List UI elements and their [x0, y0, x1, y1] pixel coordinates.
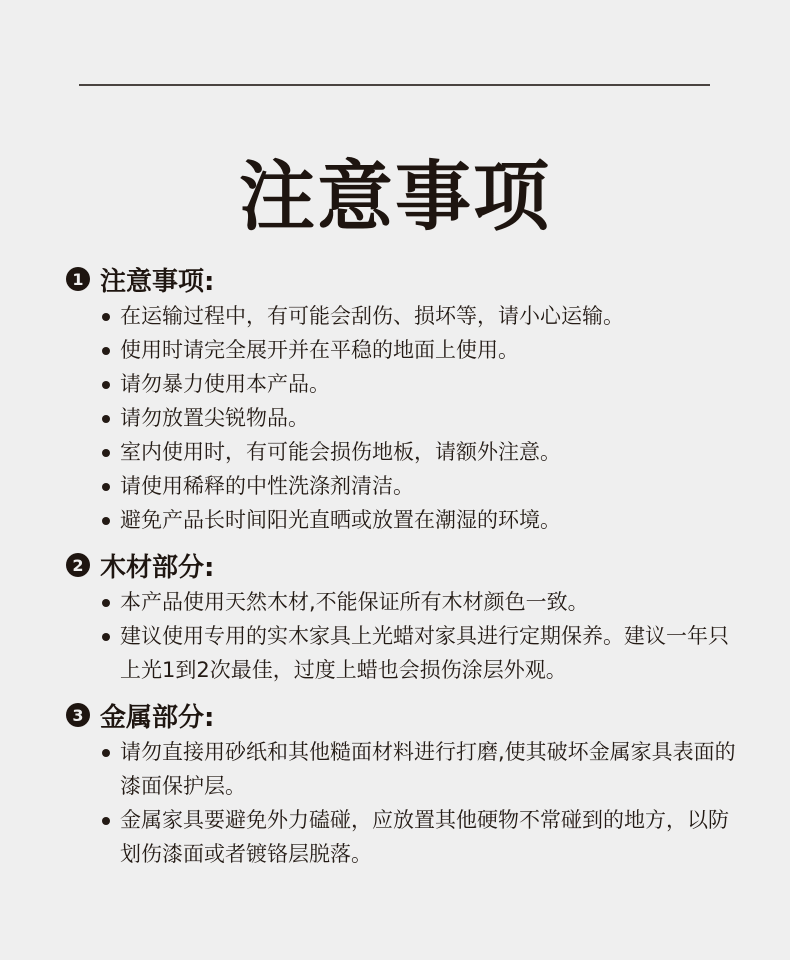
section-number-badge: 3: [66, 703, 90, 727]
bullet-icon: [102, 633, 110, 641]
list-item: [100, 803, 746, 871]
page-title: 注意事项: [239, 152, 551, 241]
section-item-list: [66, 735, 746, 871]
item-text: 本产品使用天然木材,不能保证所有木材颜色一致。: [120, 590, 589, 614]
bullet-icon: [102, 483, 110, 491]
list-item: [100, 299, 746, 333]
section-heading: [66, 695, 746, 735]
list-item: [100, 367, 746, 401]
section-heading: [66, 545, 746, 585]
section-metal: [66, 695, 746, 871]
bullet-icon: [102, 313, 110, 321]
section-number-badge: 2: [66, 553, 90, 577]
bullet-icon: [102, 381, 110, 389]
list-item: [100, 469, 746, 503]
bullet-icon: [102, 415, 110, 423]
item-text: 室内使用时，有可能会损伤地板，请额外注意。: [120, 440, 561, 464]
item-text: 请勿暴力使用本产品。: [120, 372, 330, 396]
section-wood: [66, 545, 746, 687]
bullet-icon: [102, 449, 110, 457]
section-precautions: [66, 259, 746, 537]
item-text: 在运输过程中，有可能会刮伤、损坏等，请小心运输。: [120, 304, 624, 328]
top-divider: [79, 84, 710, 86]
bullet-icon: [102, 749, 110, 757]
section-number-badge: 1: [66, 267, 90, 291]
section-heading-text: 金属部分:: [100, 702, 215, 733]
item-text: 金属家具要避免外力磕碰，应放置其他硬物不常碰到的地方，以防划伤漆面或者镀铬层脱落。: [120, 808, 729, 866]
list-item: [100, 585, 746, 619]
list-item: [100, 333, 746, 367]
bullet-icon: [102, 347, 110, 355]
item-text: 建议使用专用的实木家具上光蜡对家具进行定期保养。建议一年只上光1到2次最佳，过度上蜡也会损伤涂层外观。: [120, 624, 729, 682]
list-item: [100, 619, 746, 687]
notice-content: [66, 259, 746, 871]
list-item: [100, 401, 746, 435]
list-item: [100, 503, 746, 537]
section-item-list: [66, 299, 746, 537]
bullet-icon: [102, 517, 110, 525]
bullet-icon: [102, 817, 110, 825]
section-heading: [66, 259, 746, 299]
section-heading-text: 木材部分:: [100, 552, 215, 583]
section-heading-text: 注意事项:: [100, 266, 215, 297]
item-text: 使用时请完全展开并在平稳的地面上使用。: [120, 338, 519, 362]
list-item: [100, 435, 746, 469]
list-item: [100, 735, 746, 803]
section-item-list: [66, 585, 746, 687]
bullet-icon: [102, 599, 110, 607]
item-text: 请勿放置尖锐物品。: [120, 406, 309, 430]
item-text: 请勿直接用砂纸和其他糙面材料进行打磨,使其破坏金属家具表面的漆面保护层。: [120, 740, 736, 798]
item-text: 请使用稀释的中性洗涤剂清洁。: [120, 474, 414, 498]
item-text: 避免产品长时间阳光直晒或放置在潮湿的环境。: [120, 508, 561, 532]
